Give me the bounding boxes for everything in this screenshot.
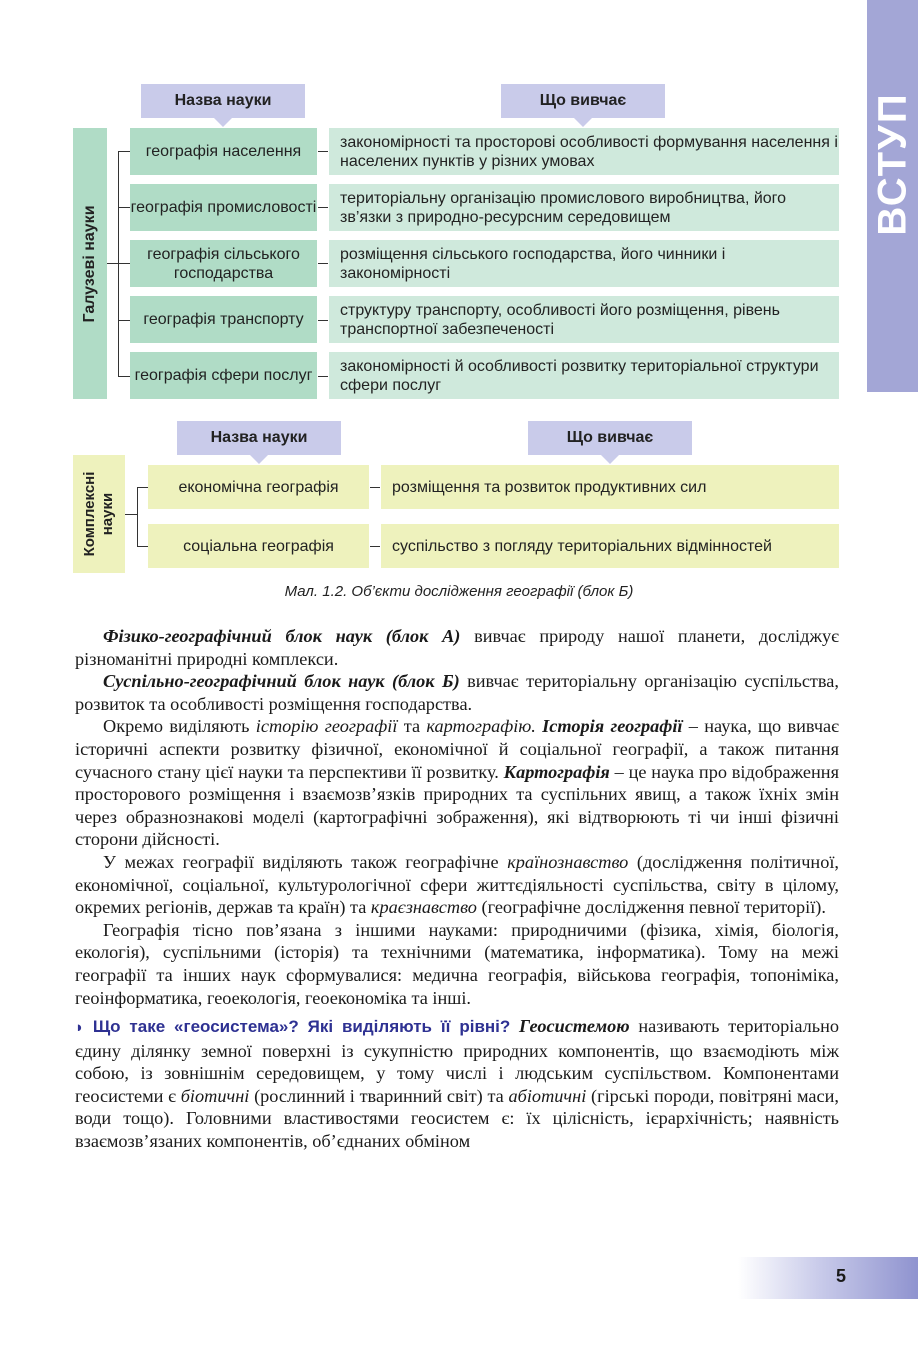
science-name-box: географія населення: [130, 128, 317, 175]
term-italic: краєзнавство: [370, 897, 477, 918]
term-bold: Фізико-географічний блок наук (блок А): [103, 626, 461, 646]
row-dash: [370, 487, 380, 488]
paragraph-text: Окремо виділяють: [103, 716, 256, 737]
science-desc-box: закономірності й особливості розвитку територіальної структури сфери послуг: [329, 352, 839, 399]
science-desc-box: структуру транспорту, особливості його розміщення, рівень транспортної забезпеченості: [329, 296, 839, 343]
science-desc-box: закономірності та просторові особливості формування населення і населених пунктів у різних умовах: [329, 128, 839, 175]
science-name-box: економічна географія: [148, 465, 369, 509]
paragraph-question: [75, 1015, 839, 1153]
diagram2-group-label: Комплексні науки: [81, 471, 116, 557]
diagram1-group-bar: [73, 128, 107, 399]
paragraph-text: (гірські породи, повітряні маси, води тощо). Головними властивостями геосистем є: їх цілісність, ієрархічність; наявність взаємозв’язаних компонентів, об’єднаних обміном: [75, 1085, 840, 1152]
term-italic: історію географії: [255, 716, 398, 737]
paragraph-text: (дослідження політичної, економічної, соціальної, культурологічної сфери життєдіяльності суспільства, світу в цілому, окремих регіонів, держав та країн) та: [75, 851, 839, 918]
term-bold: Геосистемою: [519, 1016, 630, 1037]
row-dash: [318, 151, 328, 152]
paragraph: [75, 625, 839, 670]
term-italic: країнознавство: [507, 851, 629, 872]
diagram1-group-label: Галузеві науки: [81, 204, 98, 323]
paragraph-text: та: [397, 716, 427, 737]
row-dash: [318, 207, 328, 208]
diagram2-connector: [125, 514, 137, 515]
term-bold: Історія географії: [542, 716, 683, 737]
row-dash: [318, 376, 328, 377]
chapter-tab-label: ВСТУП: [870, 92, 915, 236]
diagram1-tick: [118, 263, 130, 264]
diagram2-bracket: [137, 487, 138, 546]
paragraph: [75, 670, 839, 715]
paragraph-text: вивчає територіальну організацію суспільства, розвиток та особливості розміщення господарства.: [75, 671, 839, 714]
science-desc-box: суспільство з погляду територіальних відмінностей: [381, 524, 839, 568]
row-dash: [318, 320, 328, 321]
diagram1-header-name: Назва науки: [141, 84, 305, 118]
paragraph-text: називають територіально єдину ділянку земної поверхні із сукупністю природних компонентів, що взаємодіють між собою, із зовнішнім середовищем, у тому числі і людським суспільством. Компонентами геосистеми є: [75, 1016, 840, 1106]
row-dash: [370, 546, 380, 547]
paragraph-text: (географічне дослідження певної території).: [476, 897, 826, 918]
paragraph-text: вивчає природу нашої планети, досліджує різноманітні природні комплекси.: [75, 626, 839, 669]
paragraph-text: – наука, що вивчає історичні аспекти розвитку фізичної, економічної й соціальної географії, а також питання сучасного стану цієї науки та перспективи її розвитку.: [75, 716, 840, 782]
body-text: [75, 625, 839, 1153]
diagram2-tick: [137, 546, 148, 547]
term-italic: картографію.: [426, 716, 536, 737]
diagram1-tick: [118, 207, 130, 208]
diagram1-header-what: Що вивчає: [501, 84, 665, 118]
science-name-box: географія сфери послуг: [130, 352, 317, 399]
diagram1-connector: [107, 263, 118, 264]
diagram2-header-name: Назва науки: [177, 421, 341, 455]
term-bold: Суспільно-географічний блок наук (блок Б): [103, 671, 460, 692]
term-bold: Картографія: [503, 761, 610, 782]
diagram2-tick: [137, 487, 148, 488]
science-name-box: географія транспорту: [130, 296, 317, 343]
diagram2-group-bar: [73, 455, 125, 573]
footer-bar: [738, 1257, 918, 1299]
paragraph-text: (рослинний і тваринний світ) та: [249, 1085, 509, 1106]
science-name-box: географія промисловості: [130, 184, 317, 231]
science-name-box: географія сільського господарства: [130, 240, 317, 287]
diagram1-tick: [118, 151, 130, 152]
paragraph: [75, 919, 839, 1009]
paragraph: [75, 715, 839, 851]
diagram1-tick: [118, 376, 130, 377]
science-name-box: соціальна географія: [148, 524, 369, 568]
diagram2-header-what: Що вивчає: [528, 421, 692, 455]
term-italic: абіотичні: [508, 1085, 587, 1106]
figure-caption: Мал. 1.2. Об’єкти дослідження географії (блок Б): [284, 583, 634, 600]
science-desc-box: розміщення сільського господарства, його чинники і закономірності: [329, 240, 839, 287]
page-number: 5: [835, 1266, 846, 1286]
science-desc-box: територіальну організацію промислового виробництва, його зв’язки з природно-ресурсним середовищем: [329, 184, 839, 231]
paragraph-text: – це наука про відображення просторового розміщення і взаємозв’язків природних та суспільних явищ, а також їхніх змін через образнознакові моделі (картографічні зображення), які відтворюють ті чи інші фізичні сторони дійсності.: [75, 761, 839, 850]
bullet-icon: ◗: [75, 1020, 85, 1037]
question-heading: Що таке «геосистема»? Які виділяють її рівні?: [92, 1017, 511, 1037]
row-dash: [318, 263, 328, 264]
term-italic: біотичні: [180, 1085, 250, 1106]
diagram1-tick: [118, 320, 130, 321]
paragraph-text: У межах географії виділяють також географічне: [103, 851, 508, 872]
science-desc-box: розміщення та розвиток продуктивних сил: [381, 465, 839, 509]
paragraph-text: Географія тісно пов’язана з іншими науками: природничими (фізика, хімія, біологія, екологія), суспільними (історія) та технічними (математика, інформатика). Тому на межі географії та інших наук сформувалися: медична географія, військова географія, топоніміка, геоінформатика, геоекологія, геоекономіка та інші.: [75, 919, 839, 1008]
paragraph: [75, 851, 839, 919]
